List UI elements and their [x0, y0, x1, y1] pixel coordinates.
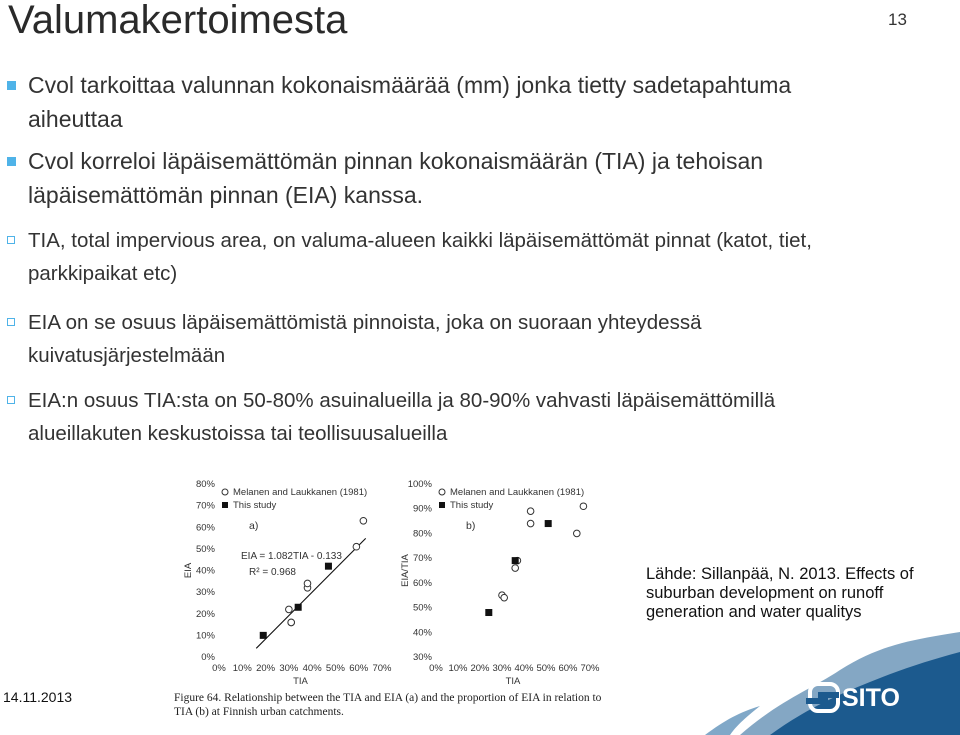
- figure-caption-line1: Figure 64. Relationship between the TIA and EIA (a) and the proportion of EIA in relation to: [174, 692, 602, 704]
- data-point-circle: [501, 594, 508, 601]
- x-tick-label: 20%: [256, 663, 276, 674]
- data-point-circle: [286, 606, 293, 613]
- legend-label: This study: [233, 500, 277, 511]
- x-axis-label: TIA: [505, 676, 521, 687]
- trend-equation: EIA = 1.082TIA - 0.133: [241, 551, 342, 562]
- y-tick-label: 70%: [412, 553, 432, 565]
- x-tick-label: 20%: [470, 663, 490, 674]
- x-tick-label: 60%: [349, 663, 369, 674]
- y-tick-label: 30%: [412, 652, 432, 663]
- data-point-circle: [527, 520, 534, 527]
- chart-a: [183, 479, 392, 687]
- bullet-text: EIA:n osuus TIA:sta on 50-80% asuinalueilla ja 80-90% vahvasti läpäisemättömillä alueillakuten keskustoissa tai teollisuusalueilla: [28, 389, 776, 445]
- r-squared: R² = 0.968: [249, 567, 296, 578]
- x-tick-label: 10%: [232, 663, 252, 674]
- y-tick-label: 40%: [412, 627, 432, 639]
- sito-logo: [806, 684, 900, 712]
- bullet-text: Cvol korreloi läpäisemättömän pinnan kokonaismäärän (TIA) ja tehoisan läpäisemättömän pinnan (EIA) kanssa.: [28, 148, 764, 208]
- y-tick-label: 80%: [195, 479, 215, 490]
- y-tick-label: 40%: [195, 565, 215, 577]
- x-axis-label: TIA: [293, 676, 308, 687]
- logo-text: SITO: [842, 684, 900, 712]
- data-point-square: [545, 520, 552, 527]
- x-tick-label: 50%: [536, 663, 556, 674]
- sito-logo-icon: [806, 684, 839, 711]
- x-tick-label: 30%: [279, 663, 299, 674]
- data-point-circle: [304, 580, 311, 587]
- x-tick-label: 30%: [492, 663, 512, 674]
- data-point-circle: [574, 530, 581, 537]
- x-tick-label: 40%: [514, 663, 534, 674]
- source-reference: Lähde: Sillanpää, N. 2013. Effects of suburban development on runoff generation and water qualitys: [646, 565, 914, 621]
- chart-b: [400, 479, 600, 687]
- y-tick-label: 60%: [412, 577, 432, 589]
- bullet-text: TIA, total impervious area, on valuma-alueen kaikki läpäisemättömät pinnat (katot, tiet, parkkipaikat etc): [28, 229, 812, 285]
- data-point-circle: [580, 503, 587, 510]
- y-tick-label: 50%: [195, 543, 215, 555]
- legend-circle-marker: [439, 489, 445, 495]
- x-tick-label: 40%: [302, 663, 322, 674]
- bullet-text: EIA on se osuus läpäisemättömistä pinnoista, joka on suoraan yhteydessä kuivatusjärjestelmään: [28, 311, 702, 367]
- y-tick-label: 90%: [412, 503, 432, 515]
- y-axis-label: EIA: [183, 562, 194, 579]
- legend-circle-marker: [222, 489, 228, 495]
- data-point-circle: [360, 517, 367, 524]
- legend-square-marker: [222, 502, 228, 508]
- slide-date: 14.11.2013: [3, 689, 73, 705]
- y-tick-label: 70%: [195, 500, 215, 512]
- panel-label: b): [466, 520, 476, 532]
- legend-label: Melanen and Laukkanen (1981): [233, 487, 368, 498]
- x-tick-label: 70%: [372, 663, 392, 674]
- data-point-square: [295, 604, 302, 611]
- x-tick-label: 50%: [325, 663, 345, 674]
- x-tick-label: 0%: [429, 663, 443, 674]
- figure-caption-line2: TIA (b) at Finnish urban catchments.: [174, 706, 344, 718]
- bullet-text: Cvol tarkoittaa valunnan kokonaismäärää (mm) jonka tietty sadetapahtuma aiheuttaa: [28, 72, 792, 132]
- y-tick-label: 60%: [195, 522, 215, 534]
- page-number: 13: [888, 10, 907, 29]
- data-point-square: [485, 609, 492, 616]
- y-tick-label: 80%: [412, 528, 432, 540]
- y-tick-label: 50%: [412, 602, 432, 614]
- data-point-circle: [527, 508, 534, 515]
- data-point-circle: [512, 565, 519, 572]
- x-tick-label: 0%: [212, 663, 226, 674]
- y-axis-label: EIA/TIA: [400, 554, 411, 587]
- data-point-circle: [288, 619, 295, 626]
- page-title: Valumakertoimesta: [8, 0, 348, 42]
- panel-label: a): [249, 520, 259, 532]
- y-tick-label: 100%: [407, 479, 432, 490]
- legend-label: This study: [450, 500, 494, 511]
- y-tick-label: 0%: [201, 652, 215, 663]
- data-point-square: [325, 563, 332, 570]
- y-tick-label: 10%: [195, 630, 215, 642]
- y-tick-label: 30%: [195, 587, 215, 599]
- x-tick-label: 70%: [580, 663, 600, 674]
- data-point-circle: [353, 543, 360, 550]
- legend-square-marker: [439, 502, 445, 508]
- data-point-square: [512, 557, 519, 564]
- x-tick-label: 60%: [558, 663, 578, 674]
- data-point-square: [260, 632, 267, 639]
- y-tick-label: 20%: [195, 608, 215, 620]
- x-tick-label: 10%: [448, 663, 468, 674]
- legend-label: Melanen and Laukkanen (1981): [450, 487, 585, 498]
